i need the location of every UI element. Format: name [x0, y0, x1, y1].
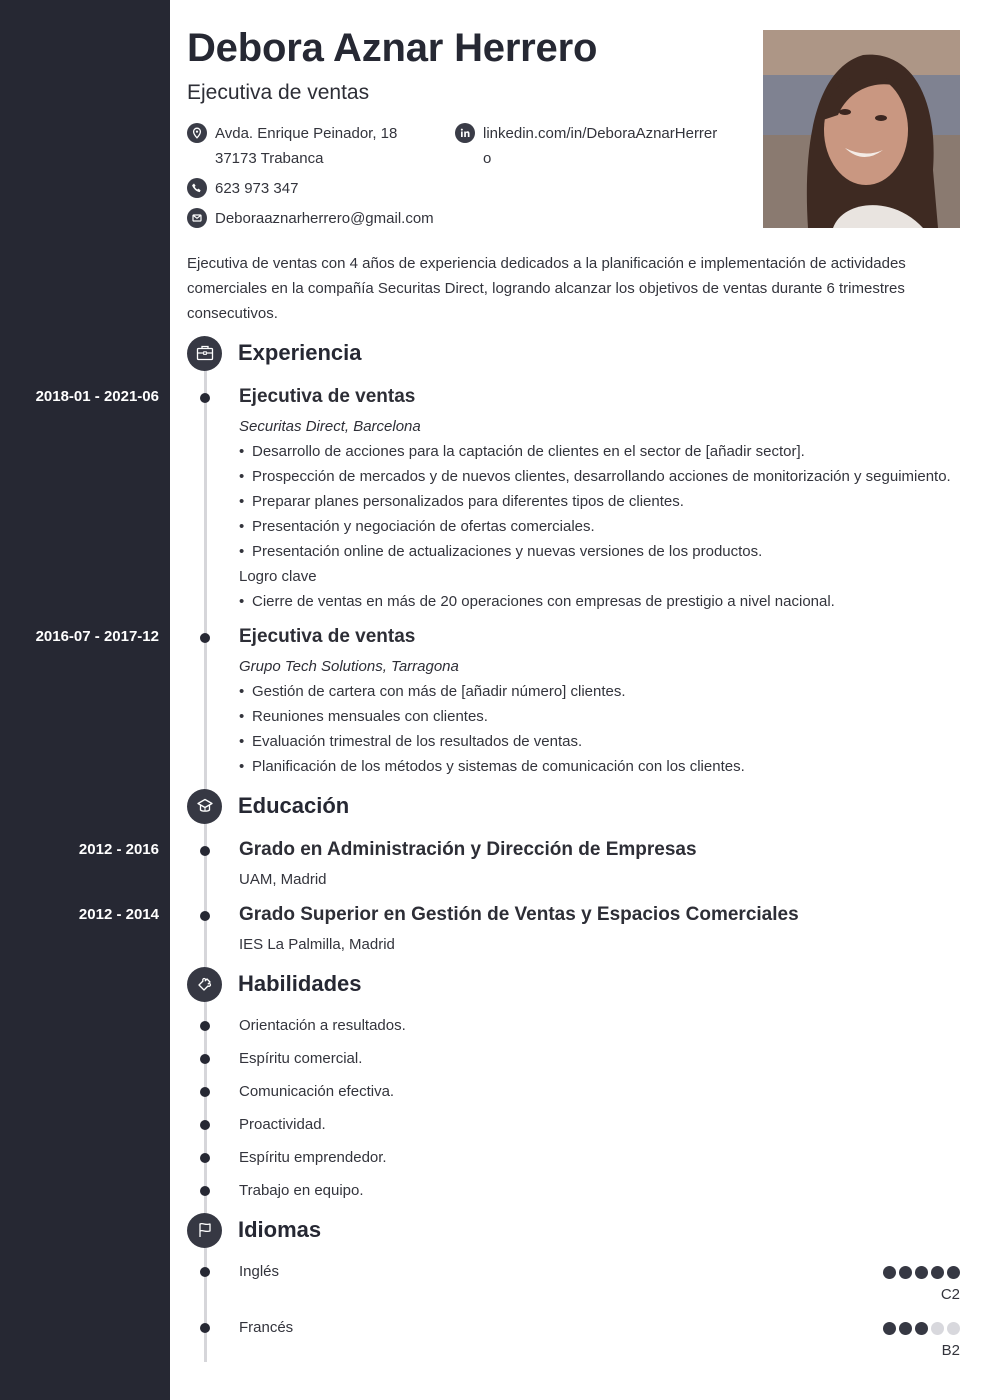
section-experience-header: [187, 335, 362, 371]
rating-dot-filled: [883, 1322, 896, 1335]
address-line-2: 37173 Trabanca: [215, 150, 324, 167]
rating-dot-filled: [915, 1322, 928, 1335]
job-bullet: • Evaluación trimestral de los resultados de ventas.: [239, 733, 582, 750]
language-name: Francés: [239, 1319, 294, 1336]
timeline-dot: [200, 633, 210, 643]
job-company: Grupo Tech Solutions, Tarragona: [239, 658, 459, 675]
timeline-dot: [200, 1087, 210, 1097]
rating-dot-empty: [947, 1322, 960, 1335]
achievement-bullet: • Cierre de ventas en más de 20 operaciones con empresas de prestigio a nivel nacional.: [239, 593, 835, 610]
timeline-dot: [200, 911, 210, 921]
rating-dot-filled: [931, 1266, 944, 1279]
language-rating: [883, 1266, 960, 1279]
section-title: Experiencia: [238, 340, 362, 365]
achievement-label: Logro clave: [239, 568, 317, 585]
job-title: Ejecutiva de ventas: [239, 386, 416, 407]
linkedin-line-2[interactable]: o: [483, 150, 492, 167]
timeline-dot: [200, 846, 210, 856]
candidate-role: Ejecutiva de ventas: [187, 81, 370, 104]
rating-dot-filled: [947, 1266, 960, 1279]
job-company: Securitas Direct, Barcelona: [239, 418, 421, 435]
language-name: Inglés: [239, 1263, 280, 1280]
skill-item: Trabajo en equipo.: [239, 1182, 364, 1199]
section-title: Idiomas: [238, 1217, 322, 1242]
timeline-dot: [200, 1021, 210, 1031]
section-skills-header: [187, 966, 361, 1002]
timeline-dot: [200, 1186, 210, 1196]
rating-dot-empty: [931, 1322, 944, 1335]
section-languages-header: [187, 1212, 321, 1248]
language-level: C2: [940, 1286, 960, 1303]
profile-photo: [763, 30, 960, 228]
section-title: Habilidades: [238, 971, 362, 996]
rating-dot-filled: [915, 1266, 928, 1279]
profile-summary: Ejecutiva de ventas con 4 años de experiencia dedicados a la planificación e implementación de actividades comerciales en la compañía Securitas Direct, logrando alcanzar los objetivos de ventas durante 6 trimestres consecutivos.: [187, 255, 906, 322]
candidate-name: Debora Aznar Herrero: [187, 26, 598, 70]
education-dates: 2012 - 2014: [78, 906, 159, 923]
job-bullet: • Desarrollo de acciones para la captación de clientes en el sector de [añadir sector].: [239, 443, 805, 460]
contact-phone[interactable]: [187, 176, 447, 201]
section-title: Educación: [238, 793, 350, 818]
skill-item: Comunicación efectiva.: [239, 1083, 395, 1100]
job-bullet: • Presentación online de actualizaciones y nuevas versiones de los productos.: [239, 543, 762, 560]
section-education-header: [187, 788, 349, 824]
timeline-dot: [200, 1323, 210, 1333]
job-bullet: • Gestión de cartera con más de [añadir número] clientes.: [239, 683, 626, 700]
education-school: IES La Palmilla, Madrid: [239, 936, 395, 953]
rating-dot-filled: [883, 1266, 896, 1279]
email-address[interactable]: Deboraaznarherrero@gmail.com: [215, 210, 434, 227]
timeline-dot: [200, 1153, 210, 1163]
language-level: B2: [941, 1342, 960, 1359]
graduation-cap-icon: [187, 789, 222, 824]
timeline-line: [204, 352, 207, 1362]
skill-item: Orientación a resultados.: [239, 1017, 406, 1034]
job-bullet: • Prospección de mercados y de nuevos clientes, desarrollando acciones de monitorización y seguimiento.: [239, 468, 951, 485]
sidebar: [0, 0, 170, 1400]
address-line-1: Avda. Enrique Peinador, 18: [215, 125, 398, 142]
education-degree: Grado Superior en Gestión de Ventas y Espacios Comerciales: [239, 904, 799, 925]
job-bullet: • Presentación y negociación de ofertas comerciales.: [239, 518, 595, 535]
linkedin-icon: [455, 123, 475, 143]
job-bullet: • Reuniones mensuales con clientes.: [239, 708, 488, 725]
timeline-dot: [200, 1054, 210, 1064]
map-pin-icon: [187, 123, 207, 143]
skill-item: Espíritu emprendedor.: [239, 1149, 387, 1166]
rating-dot-filled: [899, 1266, 912, 1279]
job-title: Ejecutiva de ventas: [239, 626, 416, 647]
job-dates: 2018-01 - 2021-06: [35, 388, 159, 405]
phone-icon: [187, 178, 207, 198]
envelope-icon: [187, 208, 207, 228]
rating-dot-filled: [899, 1322, 912, 1335]
job-bullet: • Planificación de los métodos y sistemas de comunicación con los clientes.: [239, 758, 745, 775]
linkedin-line-1[interactable]: linkedin.com/in/DeboraAznarHerrer: [483, 125, 718, 142]
contact-linkedin[interactable]: [455, 121, 725, 171]
skill-item: Proactividad.: [239, 1116, 326, 1133]
puzzle-piece-icon: [187, 967, 222, 1002]
briefcase-icon: [187, 336, 222, 371]
job-bullet: • Preparar planes personalizados para diferentes tipos de clientes.: [239, 493, 684, 510]
timeline-dot: [200, 393, 210, 403]
job-dates: 2016-07 - 2017-12: [35, 628, 159, 645]
contact-email[interactable]: [187, 206, 487, 231]
contact-address: [187, 121, 447, 171]
education-degree: Grado en Administración y Dirección de Empresas: [239, 839, 697, 860]
flag-icon: [187, 1213, 222, 1248]
language-rating: [883, 1322, 960, 1335]
timeline-dot: [200, 1120, 210, 1130]
education-school: UAM, Madrid: [239, 871, 327, 888]
timeline-dot: [200, 1267, 210, 1277]
education-dates: 2012 - 2016: [78, 841, 159, 858]
phone-number[interactable]: 623 973 347: [215, 180, 299, 197]
skill-item: Espíritu comercial.: [239, 1050, 363, 1067]
